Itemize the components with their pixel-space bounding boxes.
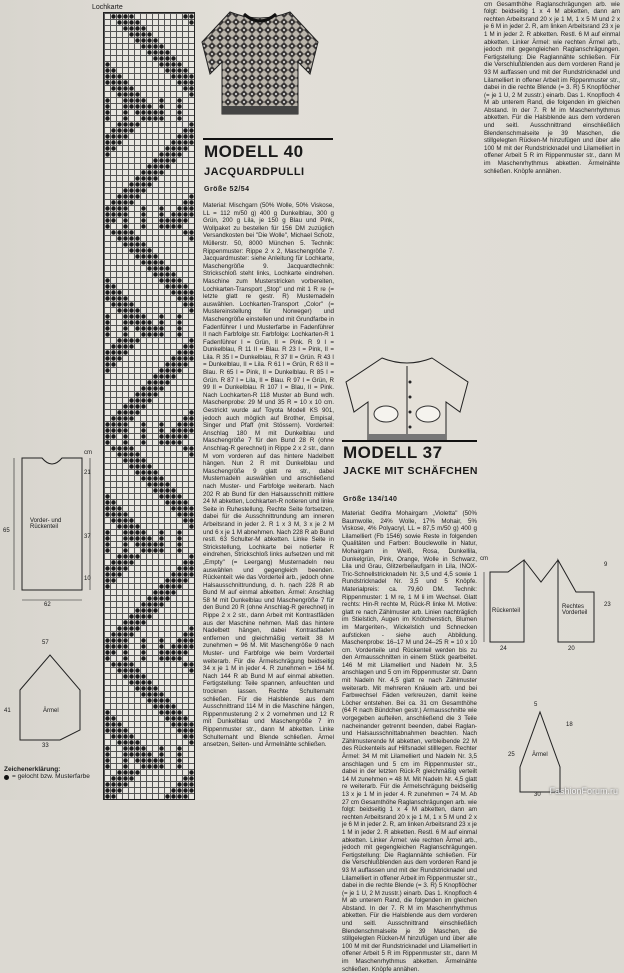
legend-title: Zeichenerklärung: bbox=[4, 766, 61, 773]
measure-cm: cm bbox=[84, 450, 92, 456]
measure-37: 37 bbox=[84, 534, 91, 540]
measure-62: 62 bbox=[44, 602, 51, 608]
measure37-24: 24 bbox=[500, 646, 507, 652]
jacket-illustration bbox=[342, 352, 472, 442]
sleeve37-label: Ärmel bbox=[532, 752, 548, 758]
jacket-svg bbox=[342, 352, 472, 442]
measure37-25: 25 bbox=[508, 752, 515, 758]
chart-label: Lochkarte bbox=[92, 4, 123, 11]
modell37-body-b: cm Gesamthöhe Raglanschrägungen arb. wie folgt: beidseitig 1 x 4 M abketten, dann am rechten Arbeitsrand 20 x je 1 M, 1 x 5 M und 2 x je 6 M in jeder 2. R, am linken Arbeitsrand 23 x je 1 M in jeder 2. R abketten. Restl. 6 M auf einmal abketten. Linker Ärmel: wie rechten Ärmel arb., jedoch mit gegengleichen Raglanschrägungen. Fertigstellung: Die Raglannähte schließen. Für die Verschlußblenden aus dem vorderen Rand je 93 M auffassen und mit der Rundstricknadel und Lilamelliert in offener Arbeit im Rippenmuster str., dabei in die rechte Blende (= 3. R) 5 Knopflöcher (= je 1 U, 2 M zusstr.) einarb. Das 1. Knopfloch 4 M ab unterem Rand, die folgenden im gleichen Abstand. In der 7. R M im Maschenrhythmus abketten. Für die Halsblende aus dem vorderen und seitl. Ausschnittrand einschließlich Blendenschmalseite je 39 Maschen, die stillgelegten Rücken-M hinzufügen und über alle 100 M mit der Rundstricknadel und Lilamelliert in offener Arbeit 5 R im Rippenmuster str., dann M im Maschenrhythmus abketten. Ärmelnähte schließen. Knöpfe annähen. bbox=[484, 0, 620, 175]
title-rule-40 bbox=[203, 138, 333, 140]
modell37-title: MODELL 37 bbox=[343, 443, 443, 462]
measure-21: 21 bbox=[84, 470, 91, 476]
measure-65: 65 bbox=[3, 528, 10, 534]
modell37-text-a bbox=[342, 510, 477, 973]
sweater-svg bbox=[200, 2, 320, 120]
dot-icon bbox=[4, 775, 9, 780]
schematic-modell37 bbox=[480, 552, 624, 800]
modell40-size: Größe 52/54 bbox=[204, 186, 250, 193]
measure-57: 57 bbox=[42, 640, 49, 646]
measure-41: 41 bbox=[4, 708, 11, 714]
measure-10: 10 bbox=[84, 576, 91, 582]
modell40-subtitle: JACQUARDPULLI bbox=[204, 166, 305, 178]
measure37-30: 30 bbox=[534, 792, 541, 798]
measure37-9: 9 bbox=[604, 562, 608, 568]
measure-33: 33 bbox=[42, 743, 49, 749]
schematic-37-lines bbox=[480, 552, 624, 800]
sleeve-label: Ärmel bbox=[43, 708, 59, 714]
modell40-title: MODELL 40 bbox=[204, 142, 304, 161]
measure37-18: 18 bbox=[566, 722, 573, 728]
measure37-cm: cm bbox=[480, 556, 488, 562]
sweater-illustration bbox=[200, 2, 320, 120]
front-label: Rechtes Vorderteil bbox=[562, 604, 588, 616]
modell40-body-a: Material: Mischgarn (50% Wolle, 50% Viskose, LL = 112 m/50 g) 400 g Dunkelblau, 300 g Grün, 200 g Lila, je 150 g Blau und Pink, Wollpaket zu bestellen für 156 DM zuzüglich Versandkosten bei "Die Wolle", Michael Scholz, Müllerstr. 50, 8000 München 5. Technik: Rippenmuster: Rippe 2 x 2, Maschengröße 7. Jacquardmuster: siehe Anleitung für Lochkarte, Maschengröße 9. Jacquardtechnik: Strickschloß steht links, Lochkarte eindrehen. Maschine zum Musterstricken vorbereiten, Lochkarten-Transport „Stop" und mit 1 R re (= letzte glatt re gestr. R) Mustemadeln auswählen. Lochkarten-Transport „Color" (= Mustereinstellung für Norweger) und Maschengröße einstellen und mit Grundfarbe in Fadenführer I und Musterfarbe in Fadenführer II nach Farbfolge str. Farbfolge: Lochkarten-R 1 Fadenführer I = Grün, II = Pink. R 9 I = Dunkelblau, R 11 II = Blau. R 23 I = Pink, II = Lila. R 35 I = Dunkelblau, R 37 II = Grün. R 43 I = Dunkelblau, II = Lila. R 61 I = Grün, R 63 II = Blau. R 65 I = Pink, II = Dunkelblau. R 85 I = Grün. R 87 I = Lila, II = Blau. R 97 I = Grün, R 99 II = Dunkelblau. R 107 I = Blau, II = Pink. Nach Lochkarten-R 118 Muster ab Bund wdh. Maschenprobe: 29 M und 35 R = 10 x 10 cm. Gestrickt wurde auf Toyota Modell KS 901, jedoch auch möglich auf Brother, Empisal, Singer und Pfaff (mit Stössern). Vorderteil: Anschlag 180 M mit Dunkelblau und Maschengröße 7 für den Bund 28 R (ohne Anschlag-R gerechnet) in Rippe 2 x 2 str., dann M vom vorderen auf das hintere Nadelbett hängen. Nun 2 R mit Dunkelblau und Maschengröße 9 glatt re str., dabei Musternadeln auswählen und anschließend nach Muster- und Farbfolge weiterarb. Nach 202 R ab Bund für den Halsausschnitt mittlere 24 M abketten, Lochkarten-R notieren und linke Seite in Ruhestellung. Rechte Seite fortsetzen, dabei für die Ausschnittrundung am inneren Arbeitsrand in jeder 2. R 1 x 3 M, 3 x je 2 M und 6 x je 1 M abnehmen. Nach 228 R ab Bund restl. 63 Schulter-M abketten. Linke Seite in Strickstellung, Lochkarte bei notierter R eindrehen, Strickschloß links aufsetzen und mit „Empty" (= Leergang) Musternadeln neu auswählen und gegengleich beenden. Rückenteil: wie das Vorderteil arb., jedoch ohne Halsausschnittrundung, d. h. nach 228 R ab Bund M auf einmal abketten. Ärmel: Anschlag 58 M mit Dunkelblau und Maschengröße 7 für den Bund 20 R (ohne Anschlag-R gerechnet) in Rippe 2 x 2 str., dann Arbeit mit Kontrastfäden aus der Maschine nehmen. Maß das hintere Nadelbett hängen, dabei Kontrastfaden entfernen und gleichmäßig verteilt 38 M zunehmen = 96 M. Mit Maschengröße 9 nach Muster- und Farbfolge wie beim Vorderteil weiterarb. Für die Ärmelschrägung beidseitig 34 x je 1 M in jeder 4. R zunehmen = 164 M. Nach 144 R ab Bund M auf einmal abketten. Fertigstellung: Teile spannen, anfeuchten und trocknen lassen. Rechte Schulternaht schließen. Für die Halsblende aus dem Ausschnittrand 114 M in die Maschine hängen, Rippenmusterung 2 x 2 vornehmen und 12 R mit Dunkelblau und Maschengröße 7 im Rippenmuster str., dann M abketten. Linke Schulternaht und Blende schließen. Ärmel ansetzen, Seiten- und Ärmelnähte schließen. bbox=[203, 202, 334, 749]
measure37-23: 23 bbox=[604, 602, 611, 608]
measure37-20: 20 bbox=[568, 646, 575, 652]
punch-card-dots bbox=[104, 13, 196, 801]
legend-item: = gelocht bzw. Musterfarbe bbox=[12, 773, 90, 780]
modell37-subtitle: JACKE MIT SCHÄFCHEN bbox=[343, 465, 478, 477]
schematic-modell40 bbox=[0, 440, 100, 770]
back-label: Rückenteil bbox=[492, 608, 521, 614]
measure37-5: 5 bbox=[534, 702, 538, 708]
punch-card-chart bbox=[103, 12, 195, 800]
modell37-body-a: Material: Gedifra Mohairgarn „Violetta" (50% Baumwolle, 24% Wolle, 17% Mohair, 5% Viskose, 4% Polyacryl, LL = 87,5 m/50 g) 400 g Lilamelliert (Fb 1546) sowie Reste in folgenden Qualitäten und Farben: Bouclewolle in Natur, Mohairgarn in Weiß, Rosa, Dunkellila, Dunkelgrün, Pink, Orange, Wolle in Schwarz, Lila und Grau, Glitzerbeilaufgarn in Lila, INOX-Tric-Schnellstricknadeln Nr. 3,5 und 4,5 sowie 1 Rundstricknadel Nr. 3,5 und 5 Knöpfe. Materialpreis: ca. 79,60 DM. Technik: Rippenmuster: 1 M re, 1 M li im Wechsel. Glatt rechts: Hin-R rechte M, Rück-R linke M. Motive: glatt re nach Zählmuster arb. Linien nachträglich im Stielstich, Augen im Knötchenstich, Blumen im Margeriten-, Wickelstich und Schnecken aufsticken - siehe auch Abbildung. Maschenprobe: 16–17 M und 24–25 R = 10 x 10 cm. Vorderteile und Rückenteil werden bis zu den Armausschnitten in einem Stück gearbeitet. 146 M mit Lilamelliert und Nadeln Nr. 3,5 anschlagen und 5 cm im Rippenmuster str. Dann mit Nadeln Nr. 4,5 glatt re nach Zählmuster weiterarb. Mit mehreren Knäueln arb. und bei Farbwechsel Fäden verkreuzen, damit keine Löcher entstehen. Bei ca. 31 cm Gesamthöhe (64 R nach Bündchen gestr.) Armausschnitte wie vorgegeben aufteilen, anschließend die 3 Teile nacheinander getrennt beenden, dabei Raglan- und Halsausschnittabnahmen beachten. Nach Zählmusterende M abketten, verbleibende 22 M des Rückenteils auf Hilfsnadel stilllegen. Rechter Ärmel: 34 M mit Lilamelliert und Nadeln Nr. 3,5 anschlagen und 5 cm im Rippenmuster str., dabei in der letzten Rück-R gleichmäßig verteilt 14 M zunehmen = 48 M. Mit Nadeln Nr. 4,5 glatt re weiterarb. Für die Ärmelschrägung beidseitig 13 x je 1 M in jeder 4. R zunehmen = 74 M. Ab 27 cm Gesamthöhe Raglanschrägungen arb. wie folgt: beidseitig 1 x 4 M abketten, dann am rechten Arbeitsrand 20 x je 1 M, 1 x 5 M und 2 x je 6 M in jeder 2. R, am linken Arbeitsrand 23 x je 1 M in jeder 2. R abketten. Restl. 6 M auf einmal abketten. Linker Ärmel: wie rechten Ärmel arb., jedoch mit gegengleichen Raglanschrägungen. Fertigstellung: Die Raglannähte schließen. Für die Verschlußblenden aus dem vorderen Rand je 93 M auffassen und mit der Rundstricknadel und Lilamelliert in offener Arbeit im Rippenmuster str., dabei in die rechte Blende (= 3. R) 5 Knopflöcher (= je 1 U, 2 M zusstr.) einarb. Das 1. Knopfloch 4 M ab unterem Rand, die folgenden im gleichen Abstand. In der 7. R M im Maschenrhythmus abketten. Für die Halsblende aus dem vorderen und seitl. Ausschnittrand einschließlich Blendenschmalseite je 39 Maschen, die stillgelegten Rücken-M hinzufügen und über alle 100 M mit der Rundstricknadel und Lilamelliert in offener Arbeit 5 R im Rippenmuster str., dann M im Maschenrhythmus abketten. Ärmelnähte schließen. Knöpfe annähen. bbox=[342, 510, 477, 973]
watermark: FashionForum.ru bbox=[549, 786, 618, 796]
panel-label: Vorder- und Rückenteil bbox=[30, 518, 62, 530]
legend bbox=[4, 766, 99, 780]
title-rule-37 bbox=[342, 440, 477, 442]
modell37-text-b bbox=[484, 2, 620, 547]
modell37-size: Größe 134/140 bbox=[343, 496, 398, 503]
modell40-text-a bbox=[203, 202, 334, 798]
modell40-text-b bbox=[341, 2, 476, 358]
